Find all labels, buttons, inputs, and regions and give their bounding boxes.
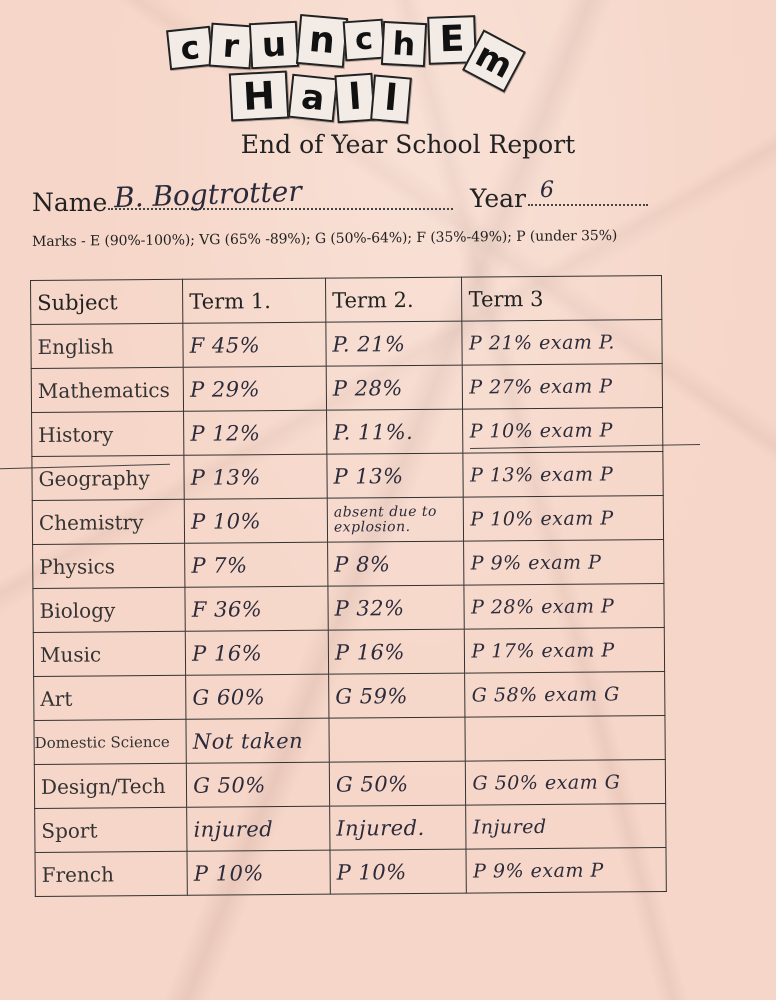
table-row [32, 452, 663, 501]
term-3-cell: P 9% exam P [466, 848, 666, 894]
header-term-2: Term 2. [325, 277, 462, 322]
term-2-cell: P. 21% [326, 321, 463, 366]
subject-cell: English [31, 323, 184, 368]
term-2-cell: G 50% [329, 761, 466, 806]
term-3-cell: P 13% exam P [463, 452, 663, 498]
term-3-cell: G 50% exam G [466, 760, 666, 806]
student-year: 6 [540, 178, 554, 203]
term-2-cell: P 32% [328, 585, 465, 630]
subject-cell: Biology [33, 587, 186, 632]
term-1-cell: P 7% [185, 542, 328, 587]
term-1-cell: P 12% [184, 410, 327, 455]
term-1-cell: G 60% [186, 674, 329, 719]
subject-cell: Chemistry [32, 499, 185, 544]
term-3-cell: P 10% exam P [463, 408, 663, 454]
year-label: Year [470, 184, 526, 213]
table-header-row [31, 276, 662, 325]
logo-letter: c [343, 19, 386, 62]
subject-cell: Geography [32, 455, 185, 500]
report-title: End of Year School Report [240, 130, 576, 159]
logo-letter: H [229, 71, 289, 122]
table-row [33, 540, 664, 589]
table-row [31, 320, 662, 369]
table-row [34, 716, 665, 765]
table-row [35, 848, 666, 897]
logo-letter: h [381, 21, 427, 67]
report-table [30, 275, 667, 897]
logo-letter: n [296, 14, 348, 68]
term-2-cell: absent due to explosion. [327, 497, 464, 542]
logo-letter: r [209, 23, 254, 70]
term-1-cell: injured [187, 806, 330, 851]
term-1-cell: Not taken [186, 718, 329, 763]
logo-letter: l [370, 74, 412, 123]
logo-letter: E [427, 15, 477, 65]
term-1-cell: F 45% [183, 322, 326, 367]
subject-cell: Physics [33, 543, 186, 588]
header-term-3: Term 3 [462, 276, 662, 322]
term-2-cell: P 16% [328, 629, 465, 674]
subject-cell: Sport [35, 807, 188, 852]
logo-letter: m [462, 29, 526, 92]
subject-cell: History [32, 411, 185, 456]
logo-letter: u [249, 21, 299, 69]
table-row [32, 496, 663, 545]
term-3-cell: Injured [466, 804, 666, 850]
logo-letter: c [166, 26, 214, 70]
term-1-cell: P 10% [184, 498, 327, 543]
term-1-cell: P 16% [185, 630, 328, 675]
term-3-cell: P 17% exam P [465, 628, 665, 674]
term-3-cell: P 9% exam P [464, 540, 664, 586]
term-3-cell: P 21% exam P. [462, 320, 662, 366]
term-1-cell: G 50% [186, 762, 329, 807]
table-row [34, 672, 665, 721]
table-row [33, 584, 664, 633]
school-logo [0, 0, 776, 130]
table-row [34, 760, 665, 809]
table-row [35, 804, 666, 853]
term-2-cell: P 13% [327, 453, 464, 498]
term-2-cell [329, 717, 466, 762]
term-1-cell: P 29% [183, 366, 326, 411]
term-1-cell: P 10% [187, 850, 330, 895]
term-2-cell: P 10% [330, 849, 467, 894]
subject-cell: Music [33, 631, 186, 676]
term-3-cell: P 10% exam P [464, 496, 664, 542]
table-row [32, 408, 663, 457]
table-row [33, 628, 664, 677]
header-subject: Subject [31, 279, 184, 324]
term-2-cell: G 59% [329, 673, 466, 718]
term-1-cell: P 13% [184, 454, 327, 499]
marks-key: Marks - E (90%-100%); VG (65% -89%); G (50%-64%); F (35%-49%); P (under 35%) [32, 227, 618, 250]
header-term-1: Term 1. [183, 278, 326, 323]
subject-cell: French [35, 851, 188, 896]
term-3-cell: P 27% exam P [463, 364, 663, 410]
term-2-cell: Injured. [330, 805, 467, 850]
term-1-cell: F 36% [185, 586, 328, 631]
logo-letter: l [334, 73, 375, 124]
term-3-cell: G 58% exam G [465, 672, 665, 718]
student-name: B. Bogtrotter [113, 174, 303, 215]
term-3-cell [465, 716, 665, 762]
term-2-cell: P. 11%. [327, 409, 464, 454]
subject-cell: Mathematics [31, 367, 184, 412]
table-row [31, 364, 662, 413]
subject-cell: Art [34, 675, 187, 720]
term-2-cell: P 28% [326, 365, 463, 410]
name-label: Name [32, 188, 108, 217]
subject-cell: Domestic Science [34, 719, 187, 764]
subject-cell: Design/Tech [34, 763, 187, 808]
term-3-cell: P 28% exam P [464, 584, 664, 630]
logo-letter: a [288, 74, 338, 123]
term-2-cell: P 8% [328, 541, 465, 586]
